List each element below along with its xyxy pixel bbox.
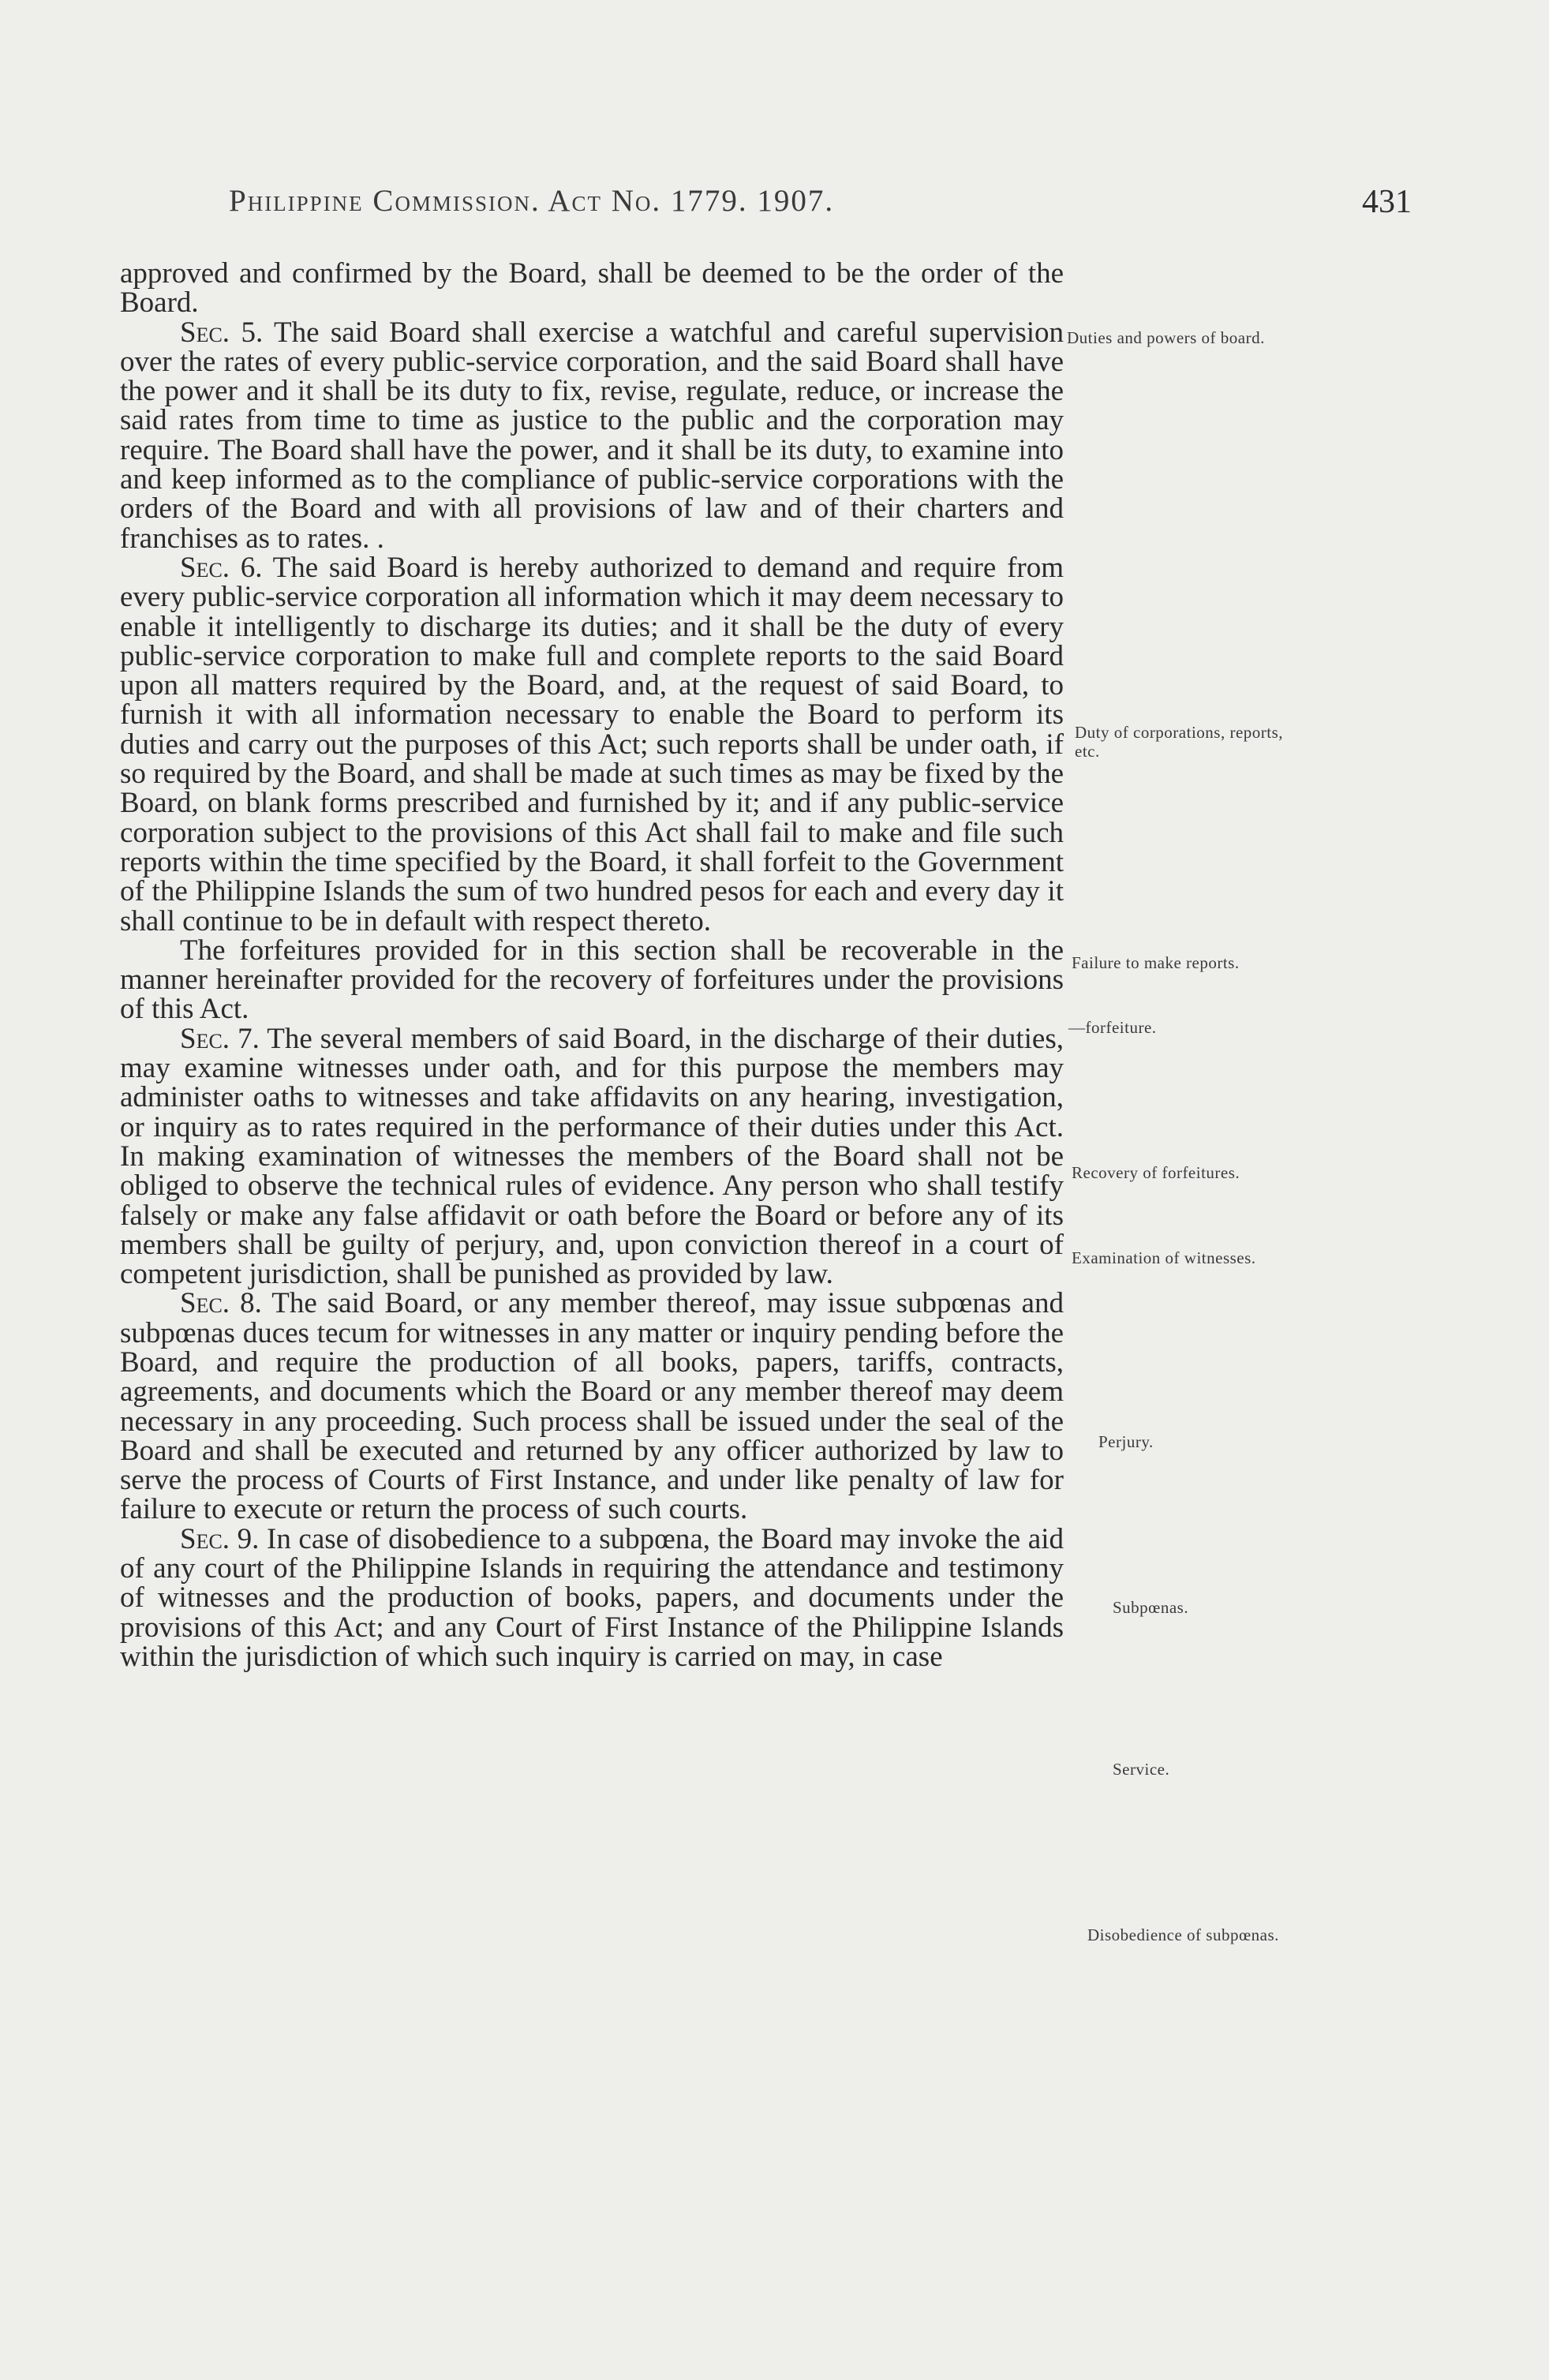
section-7-paragraph (120, 1024, 1064, 1289)
paragraph-continuation: approved and confirmed by the Board, shall be deemed to be the order of the Board. (120, 257, 1064, 320)
margin-note-duty-corporations: Duty of corporations, reports, etc. (1075, 723, 1284, 761)
page-header (0, 183, 1549, 230)
margin-note-disobedience: Disobedience of subpœnas. (1087, 1925, 1279, 1944)
section-text: The said Board is hereby authorized to demand and require from every public-service corporation all information which it may deem necessary to enable it intelligently to discharge its duties; and it shall be the duty of every public-service corporation to make full and complete reports to the said Board upon all matters required by the Board, and, at the request of said Board, to furnish it with all information necessary to enable the Board to perform its duties and carry out the purposes of this Act; such reports shall be under oath, if so required by the Board, and shall be made at such times as may be fixed by the Board, on blank forms prescribed and furnished by it; and if any public-service corporation subject to the provisions of this Act shall fail to make and file such reports within the time specified by the Board, it shall forfeit to the Government of the Philippine Islands the sum of two hundred pesos for each and every day it shall continue to be in default with respect thereto. (120, 551, 1064, 937)
section-8-paragraph (120, 1289, 1064, 1524)
margin-note-duties-powers: Duties and powers of board. (1067, 328, 1265, 347)
margin-note-examination: Examination of witnesses. (1072, 1248, 1256, 1267)
section-6-paragraph (120, 553, 1064, 936)
forfeitures-paragraph: The forfeitures provided for in this section shall be recoverable in the manner hereinafter provided for the recovery of forfeitures under the provisions of this Act. (120, 934, 1064, 1026)
section-number: Sec. 5. (180, 316, 264, 349)
body-text (120, 259, 1064, 1671)
section-number: Sec. 8. (180, 1287, 262, 1320)
section-text: In case of disobedience to a subpœna, the Board may invoke the aid of any court of the Philippine Islands in requiring the attendance and testimony of witnesses and the production of books, papers, and documents under the provisions of this Act; and any Court of First Instance of the Philippine Islands within the jurisdiction of which such inquiry is carried on may, in case (120, 1522, 1064, 1673)
margin-note-failure-reports: Failure to make reports. (1072, 953, 1240, 972)
section-number: Sec. 6. (180, 551, 263, 584)
page-number: 431 (1362, 184, 1412, 220)
margin-note-subpoenas: Subpœnas. (1113, 1598, 1189, 1617)
margin-note-service: Service. (1113, 1760, 1170, 1779)
section-text: The said Board shall exercise a watchful and careful supervision over the rates of every public-service corporation, and the said Board shall have the power and it shall be its duty to fix, revise, regulate, reduce, or increase the said rates from time to time as justice to the public and the corporation may require. The Board shall have the power, and it shall be its duty, to examine into and keep informed as to the compliance of public-service corporations with the orders of the Board and with all provisions of law and of their charters and franchises as to rates. . (120, 316, 1064, 555)
section-text: The several members of said Board, in the discharge of their duties, may examine witnesses under oath, and for this purpose the members may administer oaths to witnesses and take affidavits on any hearing, investigation, or inquiry as to rates required in the performance of their duties under this Act. In making examination of witnesses the members of the Board shall not be obliged to observe the technical rules of evidence. Any person who shall testify falsely or make any false affidavit or oath before the Board or before any of its members shall be guilty of perjury, and, upon conviction thereof in a court of competent jurisdiction, shall be punished as provided by law. (120, 1022, 1064, 1291)
section-5-paragraph (120, 318, 1064, 553)
section-number: Sec. 9. (180, 1522, 260, 1555)
margin-note-perjury: Perjury. (1098, 1432, 1154, 1451)
margin-note-forfeiture: —forfeiture. (1068, 1018, 1157, 1037)
running-head: Philippine Commission. Act No. 1779. 1907. (229, 184, 835, 218)
section-number: Sec. 7. (180, 1022, 260, 1055)
section-text: The said Board, or any member thereof, may issue subpœnas and subpœnas duces tecum for witnesses in any matter or inquiry pending before the Board, and require the production of all books, papers, tariffs, contracts, agreements, and documents which the Board or any member thereof may deem necessary in any proceeding. Such process shall be issued under the seal of the Board and shall be executed and returned by any officer authorized by law to serve the process of Courts of First Instance, and under like penalty of law for failure to execute or return the process of such courts. (120, 1287, 1064, 1526)
section-9-paragraph (120, 1522, 1064, 1673)
margin-note-recovery: Recovery of forfeitures. (1072, 1163, 1240, 1182)
